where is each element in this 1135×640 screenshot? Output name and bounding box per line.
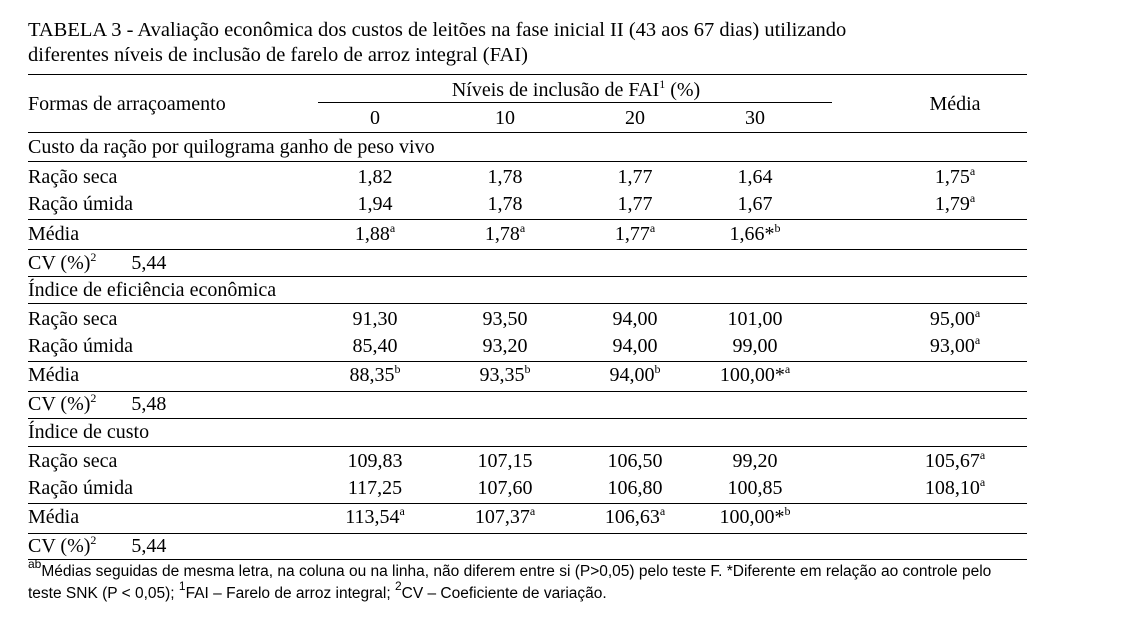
section-rule [28,446,1027,447]
cv-row: CV (%)$^2$ 5,48 [28,391,167,415]
footnote-text-3: CV – Coeficiente de variação. [401,585,607,602]
row-label: Média [28,223,80,245]
row-label: Ração úmida [28,193,133,215]
table-cell: 94,00 [612,308,658,330]
row-header-label: Formas de arraçoamento [28,93,226,115]
footnote-sup-2: 2 [394,579,402,593]
section-title: Custo da ração por quilograma ganho de peso vivo [28,136,435,158]
table-cell: 100,00*$^a$ [719,362,791,386]
table-cell: 101,00 [727,308,783,330]
table-cell: 1,94 [357,193,393,215]
row-label: Ração úmida [28,335,133,357]
table-cell: 1,77 [617,193,653,215]
section-rule [28,161,1027,162]
level-header-20: 20 [625,107,645,129]
table-cell: 93,20 [482,335,528,357]
mean-column-header: Média [929,93,981,115]
table-cell: 109,83 [347,450,403,472]
caption-line-2: diferentes níveis de inclusão de farelo de arroz integral (FAI) [28,44,528,66]
level-header-0: 0 [370,107,380,129]
cv-row: CV (%)$^2$ 5,44 [28,533,167,557]
row-label: Ração úmida [28,477,133,499]
table-cell: 1,66*$^b$ [729,221,781,245]
section-rule [28,418,1027,419]
section-title: Índice de custo [28,421,150,443]
group-subrule [318,102,832,103]
table-cell: 107,15 [477,450,533,472]
table-cell: 93,50 [482,308,528,330]
levels-group-unit: (%) [665,79,701,101]
caption-line-1: TABELA 3 - Avaliação econômica dos custos de leitões na fase inicial II (43 aos 67 dias) utilizando [28,19,847,41]
table-cell: 106,50 [607,450,663,472]
top-rule [28,74,1027,75]
levels-group-sup: 1 [659,77,666,91]
row-rule [28,219,1027,220]
mean-cell: 93,00$^a$ [929,333,981,357]
table-cell: 1,82 [357,166,393,188]
levels-group-label: Níveis de inclusão de FAI [451,79,660,101]
cv-row: CV (%)$^2$ 5,44 [28,250,167,274]
table-cell: 1,78 [487,193,523,215]
row-label: Ração seca [28,450,118,472]
table-cell: 1,67 [737,193,773,215]
mean-cell: 108,10$^a$ [924,475,986,499]
table-footnote [28,557,1028,605]
table-cell: 1,77 [617,166,653,188]
table-cell: 1,78 [487,166,523,188]
mean-cell: 1,75$^a$ [934,164,976,188]
header-bottom-rule [28,132,1027,133]
table-cell: 113,54$^a$ [345,504,405,528]
table-cell: 100,85 [727,477,783,499]
section-rule [28,276,1027,277]
table-cell: 106,63$^a$ [604,504,666,528]
table-cell: 1,64 [737,166,773,188]
level-header-30: 30 [745,107,765,129]
table-cell: 1,77$^a$ [614,221,656,245]
row-rule [28,249,1027,250]
row-label: Média [28,364,80,386]
footnote-text-2: FAI – Farelo de arroz integral; [185,585,395,602]
table-cell: 106,80 [607,477,663,499]
cv-label: CV (%) [28,393,91,415]
mean-cell: 105,67$^a$ [924,448,986,472]
table-caption [28,18,1028,68]
row-rule [28,391,1027,392]
table-cell: 107,37$^a$ [474,504,536,528]
row-label: Ração seca [28,166,118,188]
mean-cell: 1,79$^a$ [934,191,976,215]
row-rule [28,533,1027,534]
cv-value: 5,44 [131,535,167,557]
bottom-rule [28,559,1027,560]
cv-value: 5,48 [131,393,167,415]
table-cell: 94,00 [612,335,658,357]
table-cell: 99,20 [732,450,778,472]
row-rule [28,503,1027,504]
section-title: Índice de eficiência econômica [28,279,277,301]
cv-label: CV (%) [28,535,91,557]
footnote-sup-ab: ab [28,557,42,571]
footnote-sup-1: 1 [178,579,186,593]
cv-label: CV (%) [28,252,91,274]
mean-cell: 95,00$^a$ [929,306,981,330]
table-cell: 94,00$^b$ [609,362,661,386]
table-cell: 85,40 [352,335,398,357]
table-cell: 100,00*$^b$ [719,504,791,528]
row-label: Média [28,506,80,528]
table-cell: 99,00 [732,335,778,357]
row-label: Ração seca [28,308,118,330]
table-cell: 91,30 [352,308,398,330]
levels-group-header [320,78,832,102]
table-cell: 88,35$^b$ [349,362,401,386]
table-cell: 117,25 [347,477,403,499]
table-cell: 93,35$^b$ [479,362,531,386]
table-cell: 107,60 [477,477,533,499]
cv-value: 5,44 [131,252,167,274]
table-cell: 1,78$^a$ [484,221,526,245]
footnote-text-1: Médias seguidas de mesma letra, na coluna ou na linha, não diferem entre si (P>0,05) pelo teste F. *Diferente em relação ao controle pelo teste SNK (P < 0,05); [28,563,992,602]
section-rule [28,303,1027,304]
level-header-10: 10 [495,107,515,129]
table-cell: 1,88$^a$ [354,221,396,245]
